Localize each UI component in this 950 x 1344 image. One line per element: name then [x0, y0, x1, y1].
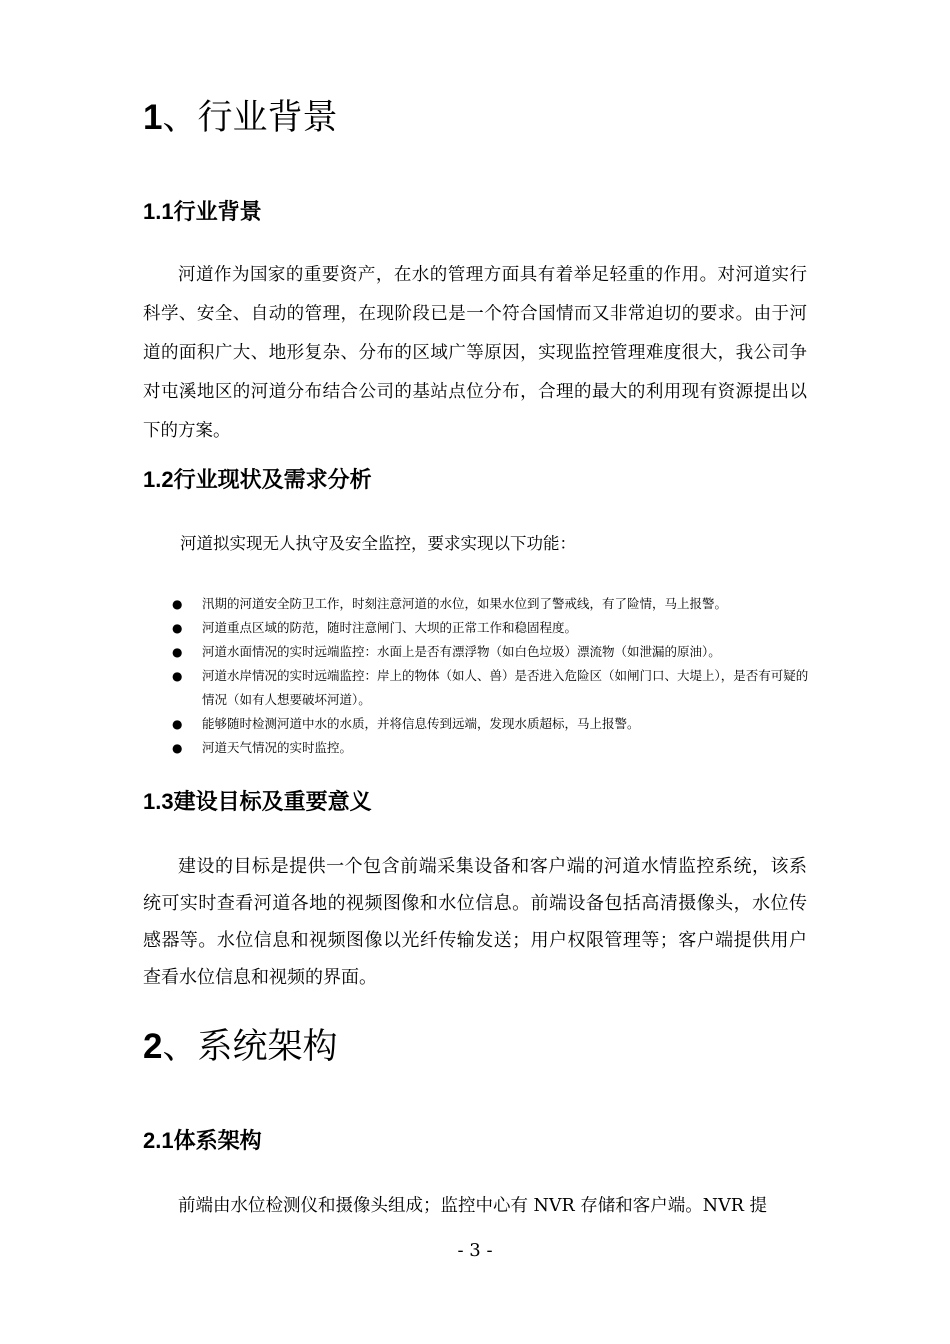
subsection-number: 1.2 [143, 467, 174, 492]
list-item-text: 能够随时检测河道中水的水质，并将信息传到远端，发现水质超标，马上报警。 [202, 716, 640, 731]
subsection-number: 1.3 [143, 789, 174, 814]
subsection-title: 体系架构 [173, 1129, 262, 1154]
bullet-icon: ● [172, 669, 183, 683]
list-item [170, 736, 820, 760]
subsection-heading-1-1 [143, 197, 262, 228]
list-item-text: 河道水岸情况的实时远端监控：岸上的物体（如人、兽）是否进入危险区（如闸门口、大堤上），是否有可疑的情况（如有人想要破坏河道）。 [202, 668, 809, 707]
status-intro: 河道拟实现无人执守及安全监控，要求实现以下功能： [180, 534, 576, 553]
section-title: 行业背景 [197, 98, 338, 138]
section-title: 系统架构 [197, 1027, 338, 1067]
bullet-icon: ● [172, 597, 183, 611]
subsection-title: 建设目标及重要意义 [173, 790, 372, 815]
section-heading-1 [143, 96, 338, 140]
subsection-number: 1.1 [143, 199, 174, 224]
subsection-heading-1-2 [143, 465, 372, 496]
bullet-icon: ● [172, 621, 183, 635]
list-item [170, 616, 820, 640]
section-separator: 、 [162, 98, 198, 138]
list-item-text: 河道重点区域的防范，随时注意闸门、大坝的正常工作和稳固程度。 [202, 620, 578, 635]
list-item-text: 汛期的河道安全防卫工作，时刻注意河道的水位，如果水位到了警戒线，有了险情，马上报警。 [202, 596, 728, 611]
section-number: 2 [143, 1027, 163, 1066]
goals-paragraph: 建设的目标是提供一个包含前端采集设备和客户端的河道水情监控系统，该系统可实时查看河道各地的视频图像和水位信息。前端设备包括高清摄像头，水位传感器等。水位信息和视频图像以光纤传输发送；用户权限管理等；客户端提供用户查看水位信息和视频的界面。 [143, 856, 807, 988]
bullet-icon: ● [172, 645, 183, 659]
subsection-number: 2.1 [143, 1128, 174, 1153]
page-number: - 3 - [457, 1240, 493, 1261]
bullet-icon: ● [172, 717, 183, 731]
background-paragraph: 河道作为国家的重要资产，在水的管理方面具有着举足轻重的作用。对河道实行科学、安全、自动的管理，在现阶段已是一个符合国情而又非常迫切的要求。由于河道的面积广大、地形复杂、分布的区域广等原因，实现监控管理难度很大，我公司争对屯溪地区的河道分布结合公司的基站点位分布，合理的最大的利用现有资源提出以下的方案。 [143, 265, 807, 441]
list-item [170, 712, 820, 736]
subsection-title: 行业背景 [173, 200, 262, 225]
list-item [170, 640, 820, 664]
list-item-text: 河道天气情况的实时监控。 [202, 740, 353, 755]
list-item [170, 664, 820, 712]
list-item-text: 河道水面情况的实时远端监控：水面上是否有漂浮物（如白色垃圾）漂流物（如泄漏的原油）。 [202, 644, 721, 659]
subsection-title: 行业现状及需求分析 [173, 468, 372, 493]
section-separator: 、 [162, 1027, 198, 1067]
requirements-list [170, 592, 820, 760]
architecture-paragraph: 前端由水位检测仪和摄像头组成；监控中心有 NVR 存储和客户端。NVR 提 [178, 1196, 767, 1216]
section-number: 1 [143, 98, 163, 137]
subsection-heading-2-1 [143, 1126, 262, 1157]
subsection-heading-1-3 [143, 787, 372, 818]
list-item [170, 592, 820, 616]
bullet-icon: ● [172, 741, 183, 755]
section-heading-2 [143, 1025, 338, 1069]
